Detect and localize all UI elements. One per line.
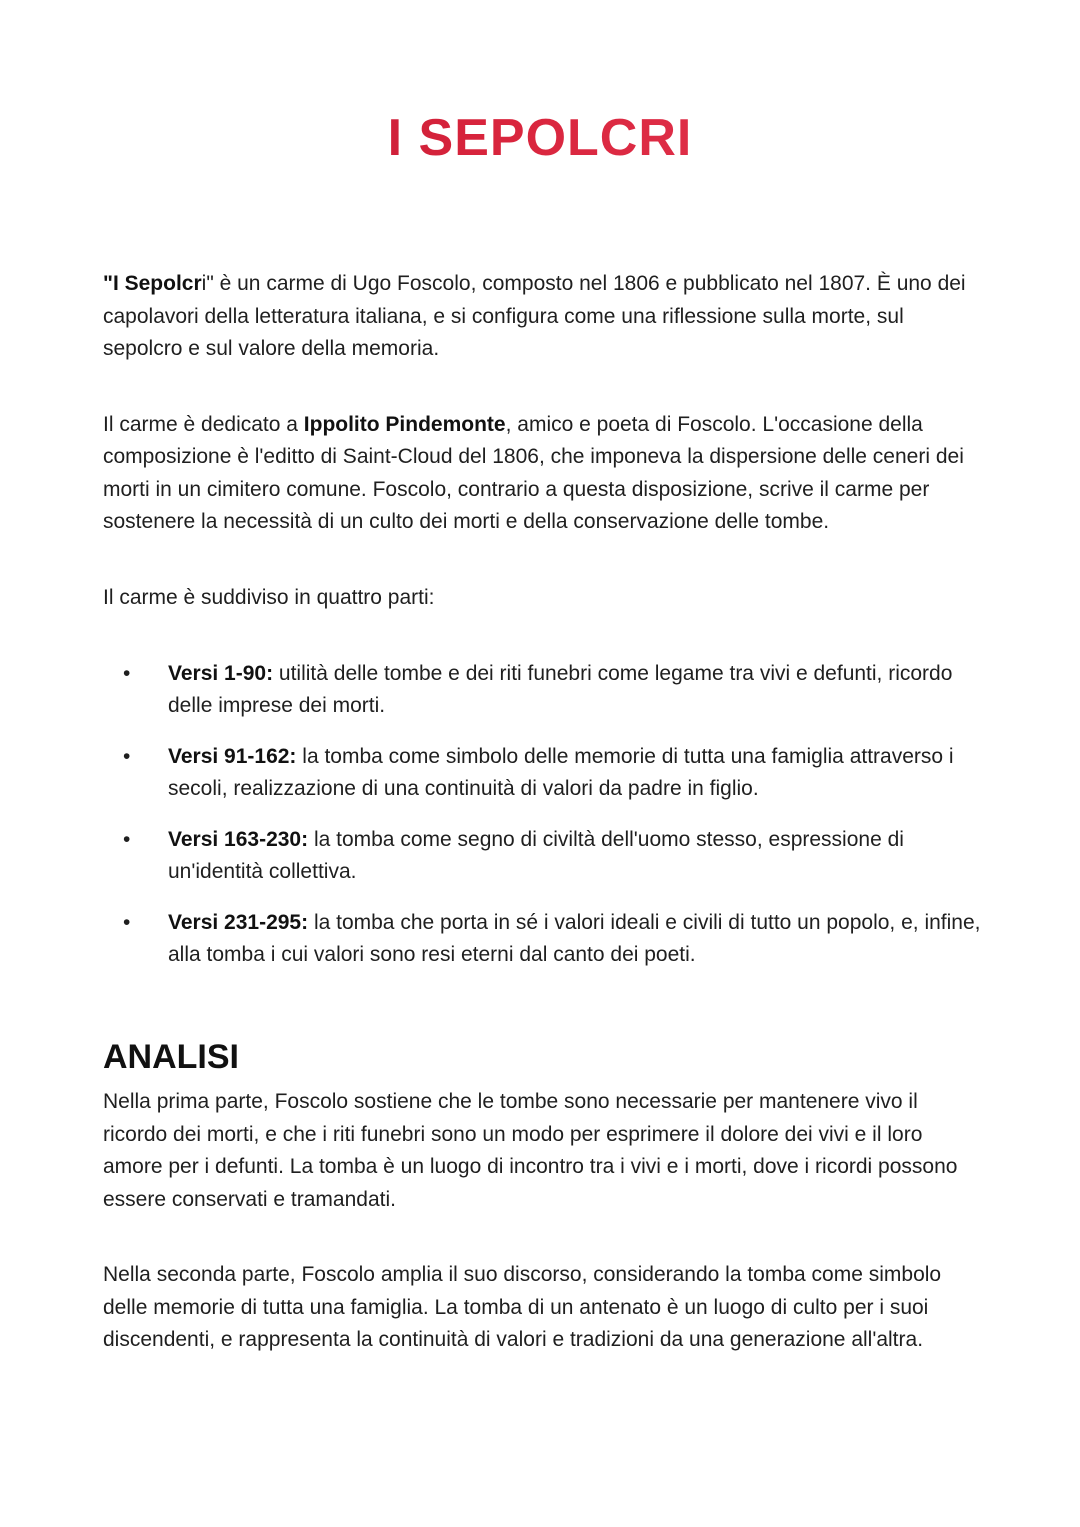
parts-intro-paragraph: Il carme è suddiviso in quattro parti: bbox=[103, 585, 435, 609]
parts-list bbox=[103, 658, 983, 970]
page-title: I SEPOLCRI bbox=[0, 108, 1080, 168]
list-item bbox=[103, 907, 983, 970]
dedication-text-before: Il carme è dedicato a bbox=[103, 412, 304, 436]
list-item-label: Versi 163-230: bbox=[168, 828, 309, 851]
intro-paragraph-text: i" è un carme di Ugo Foscolo, composto nel 1806 e pubblicato nel 1807. È uno dei capolavori della letteratura italiana, e si configura come una riflessione sulla morte, sul sepolcro e sul valore della memoria. bbox=[103, 272, 966, 360]
analysis-paragraph-2: Nella seconda parte, Foscolo amplia il suo discorso, considerando la tomba come simbolo delle memorie di tutta una famiglia. La tomba di un antenato è un luogo di culto per i suoi discendenti, e rappresenta la continuità di valori e tradizioni da una generazione all'altra. bbox=[103, 1263, 942, 1351]
list-item bbox=[103, 741, 983, 804]
bullet-icon: • bbox=[123, 911, 131, 934]
dedication-text-after: , amico e poeta di Foscolo. L'occasione della composizione è l'editto di Saint-Cloud del 1806, che imponeva la dispersione delle ceneri dei morti in un cimitero comune. Foscolo, contrario a questa disposizione, scrive il carme per sostenere la necessità di un culto dei morti e della conservazione delle tombe. bbox=[103, 412, 964, 533]
analysis-heading: ANALISI bbox=[103, 1038, 239, 1076]
list-item bbox=[103, 658, 983, 721]
list-item-label: Versi 91-162: bbox=[168, 745, 297, 768]
bullet-icon: • bbox=[123, 745, 131, 768]
list-item-label: Versi 1-90: bbox=[168, 662, 274, 685]
analysis-paragraph-1: Nella prima parte, Foscolo sostiene che le tombe sono necessarie per mantenere vivo il ricordo dei morti, e che i riti funebri sono un modo per esprimere il dolore dei vivi e il loro amore per i defunti. La tomba è un luogo di incontro tra i vivi e i morti, dove i ricordi possono essere conservati e tramandati. bbox=[103, 1090, 958, 1211]
list-item-text: la tomba che porta in sé i valori ideali e civili di tutto un popolo, e, infine, alla tomba i cui valori sono resi eterni dal canto dei poeti. bbox=[168, 911, 981, 966]
document-body bbox=[103, 268, 983, 1357]
bullet-icon: • bbox=[123, 662, 131, 685]
list-item bbox=[103, 824, 983, 887]
list-item-label: Versi 231-295: bbox=[168, 911, 309, 934]
list-item-text: la tomba come segno di civiltà dell'uomo stesso, espressione di un'identità collettiva. bbox=[168, 828, 904, 883]
list-item-text: utilità delle tombe e dei riti funebri come legame tra vivi e defunti, ricordo delle imprese dei morti. bbox=[168, 662, 953, 717]
bullet-icon: • bbox=[123, 828, 131, 851]
list-item-text: la tomba come simbolo delle memorie di tutta una famiglia attraverso i secoli, realizzazione di una continuità di valori da padre in figlio. bbox=[168, 745, 954, 800]
dedicatee-name: Ippolito Pindemonte bbox=[303, 412, 506, 436]
intro-paragraph bbox=[103, 268, 983, 366]
dedication-paragraph bbox=[103, 409, 983, 539]
work-title-bold: "I Sepolcr bbox=[103, 272, 202, 295]
